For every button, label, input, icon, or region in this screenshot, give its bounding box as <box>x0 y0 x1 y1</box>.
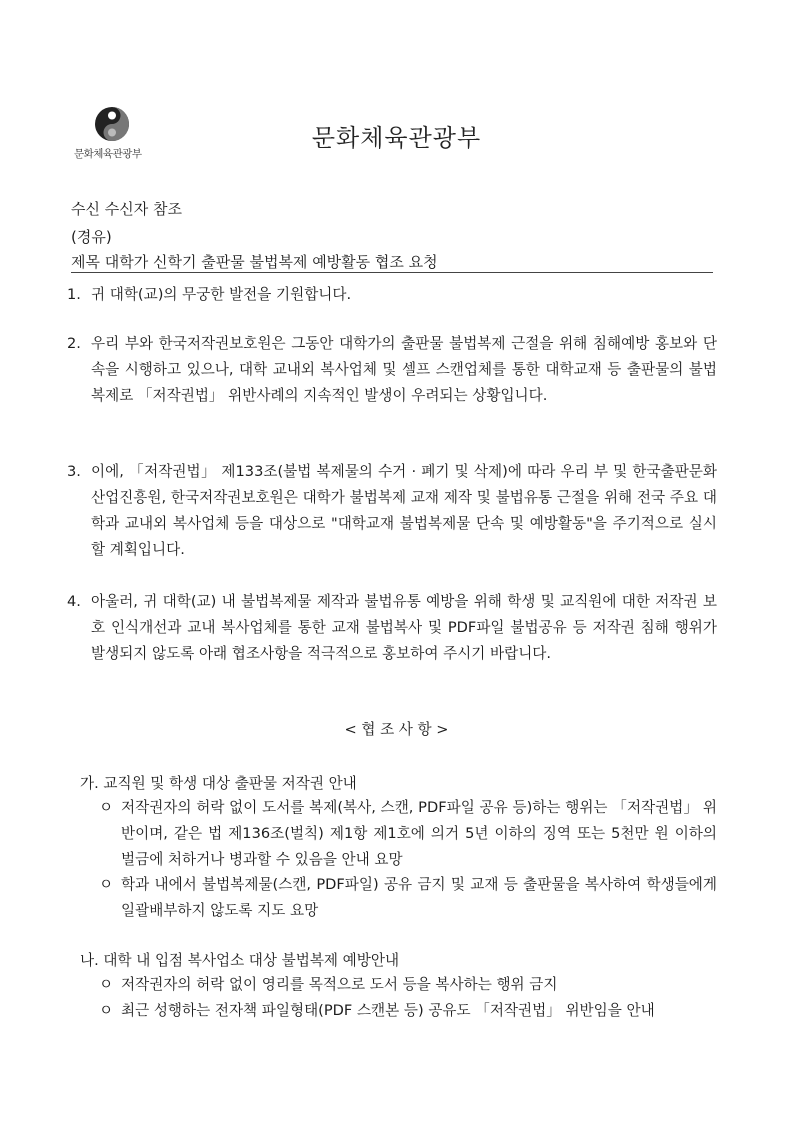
paragraph-3 <box>67 459 717 563</box>
paragraph-2 <box>67 331 717 409</box>
paragraph-text: 이에, 「저작권법」 제133조(불법 복제물의 수거 · 폐기 및 삭제)에 따라 우리 부 및 한국출판문화산업진흥원, 한국저작권보호원은 대학가 불법복제 교재 제작 및 불법유통 근절을 위해 전국 주요 대학과 교내외 복사업체 등을 대상으로 "대학교재 불법복제물 단속 및 예방활동"을 주기적으로 실시할 계획입니다. <box>91 463 717 558</box>
paragraph-text: 아울러, 귀 대학(교) 내 불법복제물 제작과 불법유통 예방을 위해 학생 및 교직원에 대한 저작권 보호 인식개선과 교내 복사업체를 통한 교재 불법복사 및 PDF파일 불법공유 등 저작권 침해 행위가 발생되지 않도록 아래 협조사항을 적극적으로 홍보하여 주시기 바랍니다. <box>91 593 717 662</box>
paragraph-text: 귀 대학(교)의 무궁한 발전을 기원합니다. <box>91 286 352 303</box>
ministry-title: 문화체육관광부 <box>311 124 482 152</box>
section-title-na: 나. 대학 내 입점 복사업소 대상 불법복제 예방안내 <box>80 952 400 969</box>
bullet-item <box>99 872 717 924</box>
logo-text: 문화체육관광부 <box>74 148 142 160</box>
paragraph-number: 2. <box>67 335 81 352</box>
bullet-marker: ㅇ <box>99 876 114 893</box>
bullet-item <box>99 998 717 1024</box>
section-title-ga: 가. 교직원 및 학생 대상 출판물 저작권 안내 <box>80 775 357 792</box>
bullet-item <box>99 795 717 873</box>
subject-divider <box>71 272 713 273</box>
bullet-marker: ㅇ <box>99 976 114 993</box>
paragraph-1 <box>67 282 717 308</box>
bullet-marker: ㅇ <box>99 1002 114 1019</box>
paragraph-4 <box>67 589 717 667</box>
bullet-text: 학과 내에서 불법복제물(스캔, PDF파일) 공유 금지 및 교재 등 출판물을 복사하여 학생들에게 일괄배부하지 않도록 지도 요망 <box>121 876 717 919</box>
cooperation-heading: < 협 조 사 항 > <box>344 721 449 738</box>
bullet-marker: ㅇ <box>99 799 114 816</box>
subject-line: 제목 대학가 신학기 출판물 불법복제 예방활동 협조 요청 <box>71 253 438 271</box>
paragraph-number: 1. <box>67 286 81 303</box>
via-line: (경유) <box>71 228 112 246</box>
bullet-text: 저작권자의 허락 없이 도서를 복제(복사, 스캔, PDF파일 공유 등)하는 행위는 「저작권법」 위반이며, 같은 법 제136조(벌칙) 제1항 제1호에 의거 5년 이하의 징역 또는 5천만 원 이하의 벌금에 처하거나 병과할 수 있음을 안내 요망 <box>121 799 717 868</box>
recipient-line: 수신 수신자 참조 <box>71 200 182 218</box>
bullet-item <box>99 972 717 998</box>
paragraph-text: 우리 부와 한국저작권보호원은 그동안 대학가의 출판물 불법복제 근절을 위해 침해예방 홍보와 단속을 시행하고 있으나, 대학 교내외 복사업체 및 셀프 스캔업체를 통한 대학교재 등 출판물의 불법복제로 「저작권법」 위반사례의 지속적인 발생이 우려되는 상황입니다. <box>91 335 717 404</box>
paragraph-number: 4. <box>67 593 81 610</box>
bullet-text: 최근 성행하는 전자책 파일형태(PDF 스캔본 등) 공유도 「저작권법」 위반임을 안내 <box>121 1002 655 1019</box>
bullet-text: 저작권자의 허락 없이 영리를 목적으로 도서 등을 복사하는 행위 금지 <box>121 976 558 993</box>
paragraph-number: 3. <box>67 463 81 480</box>
